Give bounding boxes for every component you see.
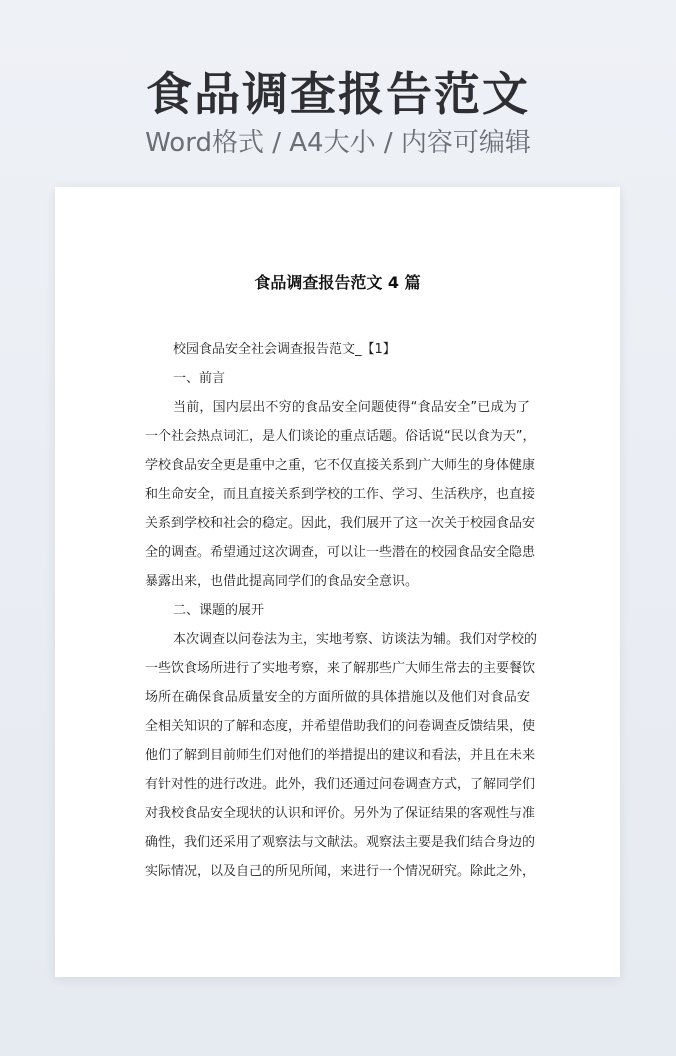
paragraph-line: 本次调查以问卷法为主，实地考察、访谈法为辅。我们对学校的 bbox=[173, 632, 538, 647]
paragraph-line: 实际情况，以及自己的所见所闻，来进行一个情况研究。除此之外， bbox=[145, 864, 536, 879]
section-heading: 校园食品安全社会调查报告范文_【1】 bbox=[173, 342, 396, 357]
paragraph-line: 全相关知识的了解和态度，并希望借助我们的问卷调查反馈结果，使 bbox=[145, 719, 536, 734]
paragraph-line: 关系到学校和社会的稳定。因此，我们展开了这一次关于校园食品安 bbox=[145, 516, 536, 531]
paragraph-line: 学校食品安全更是重中之重，它不仅直接关系到广大师生的身体健康 bbox=[145, 458, 536, 473]
paragraph-line: 一些饮食场所进行了实地考察，来了解那些广大师生常去的主要餐饮 bbox=[145, 661, 536, 676]
paragraph-line: 有针对性的进行改进。此外，我们还通过问卷调查方式，了解同学们 bbox=[145, 777, 536, 792]
banner bbox=[0, 66, 676, 160]
paragraph-line: 他们了解到目前师生们对他们的举措提出的建议和看法，并且在未来 bbox=[145, 748, 536, 763]
paragraph-line: 对我校食品安全现状的认识和评价。另外为了保证结果的客观性与准 bbox=[145, 806, 536, 821]
document-body bbox=[145, 335, 538, 886]
paragraph-line: 当前，国内层出不穷的食品安全问题使得“食品安全”已成为了 bbox=[173, 400, 530, 415]
document-page bbox=[55, 187, 620, 977]
subsection-heading: 二、课题的展开 bbox=[173, 603, 265, 618]
subsection-heading: 一、前言 bbox=[173, 371, 226, 386]
banner-title: 食品调查报告范文 bbox=[146, 67, 530, 121]
paragraph-line: 全的调查。希望通过这次调查，可以让一些潜在的校园食品安全隐患 bbox=[145, 545, 536, 560]
paragraph-line: 一个社会热点词汇，是人们谈论的重点话题。俗话说“民以食为天”， bbox=[145, 429, 536, 444]
paragraph-line: 场所在确保食品质量安全的方面所做的具体措施以及他们对食品安 bbox=[145, 690, 530, 705]
document-title: 食品调查报告范文 4 篇 bbox=[254, 273, 421, 292]
paragraph-line: 暴露出来，也借此提高同学们的食品安全意识。 bbox=[145, 574, 419, 589]
paragraph-line: 和生命安全，而且直接关系到学校的工作、学习、生活秩序，也直接 bbox=[145, 487, 536, 502]
paragraph-line: 确性，我们还采用了观察法与文献法。观察法主要是我们结合身边的 bbox=[145, 835, 536, 850]
banner-subtitle: Word格式 / A4大小 / 内容可编辑 bbox=[145, 128, 531, 158]
